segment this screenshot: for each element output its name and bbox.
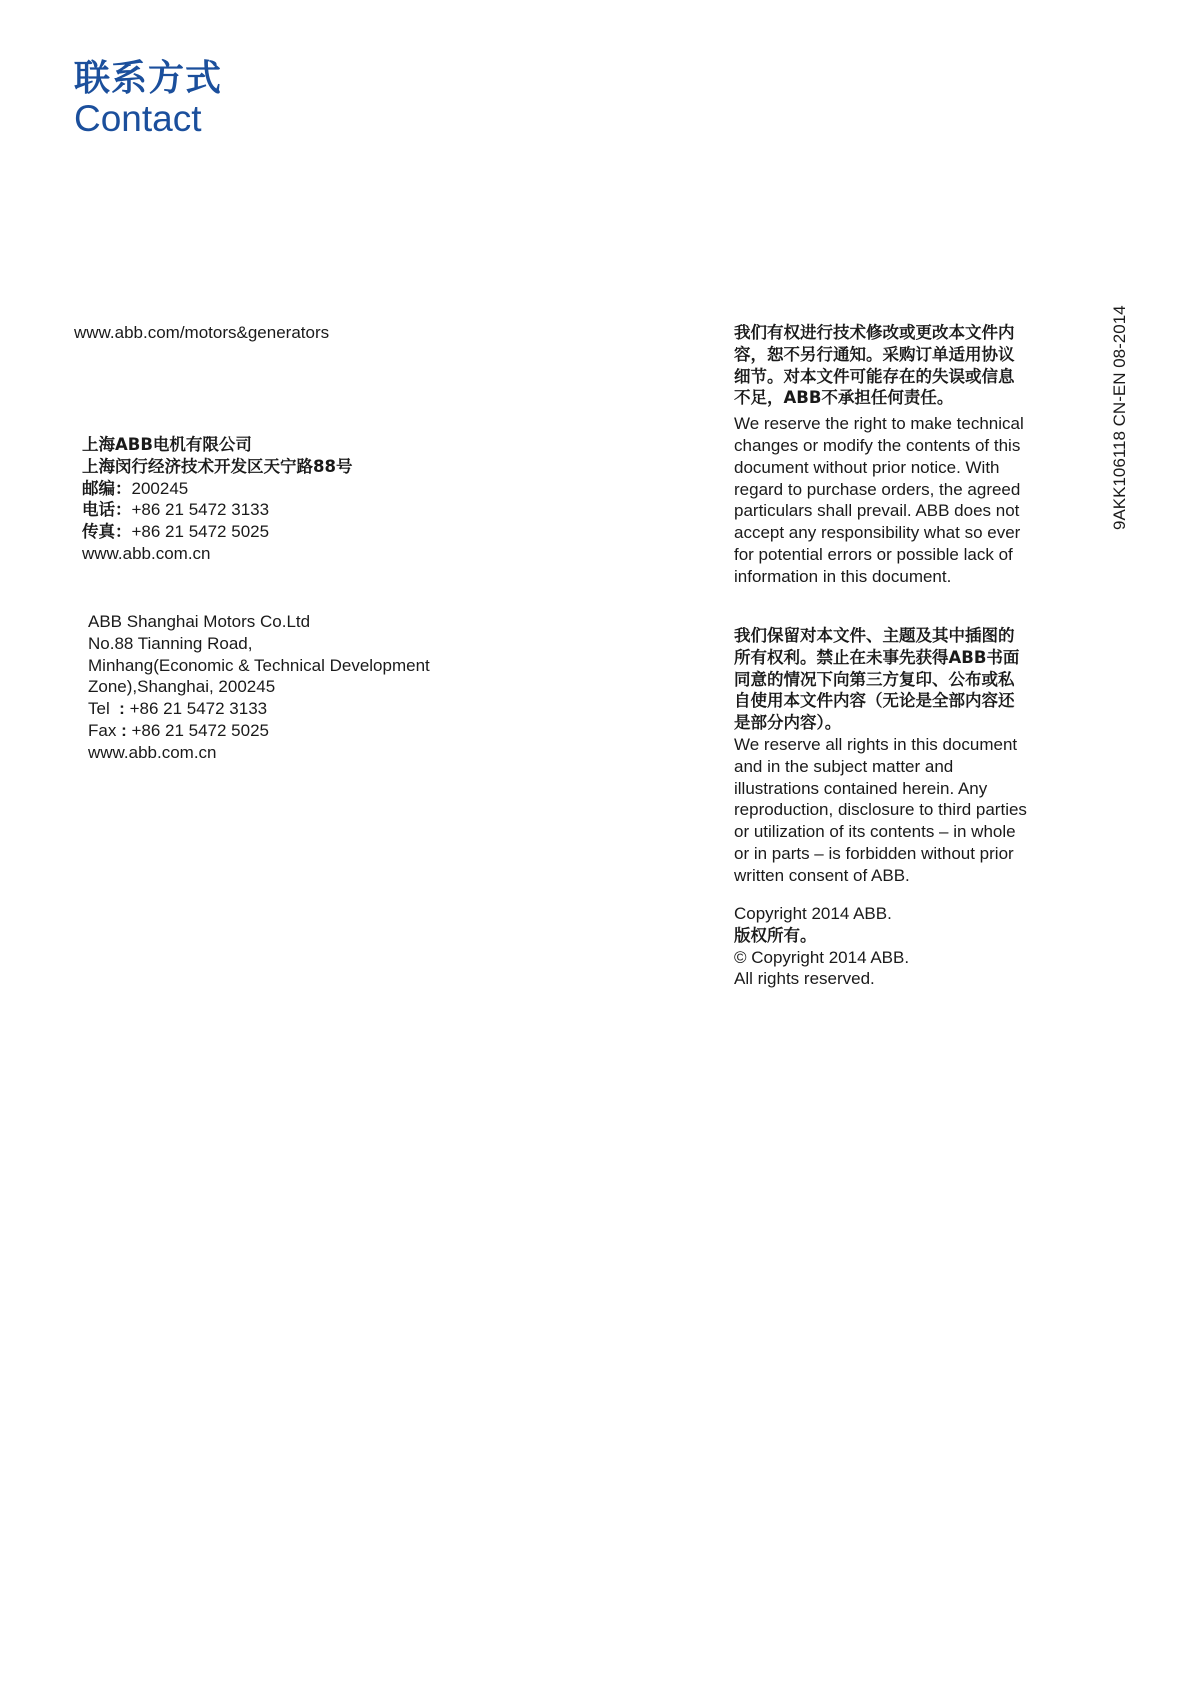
en-fax: +86 21 5472 5025 — [131, 720, 270, 740]
disclaimer-en-line: particulars shall prevail. ABB does not — [734, 501, 1020, 521]
disclaimer-cn-line: 容，恕不另行通知。采购订单适用协议 — [734, 344, 1015, 364]
cn-tel-line — [82, 499, 352, 521]
en-fax-line: Fax : +86 21 5472 5025 — [88, 720, 270, 740]
en-company: ABB Shanghai Motors Co.Ltd — [88, 612, 311, 631]
rights-cn-line: 所有权利。禁止在未事先获得ABB书面 — [734, 647, 1020, 667]
cn-postcode-label: 邮编： — [82, 478, 132, 498]
disclaimer-en-line: document without prior notice. With — [734, 457, 1000, 477]
rights-cn-line: 同意的情况下向第三方复印、公布或私 — [734, 669, 1015, 689]
cn-fax-line — [82, 521, 352, 543]
cn-fax: +86 21 5472 5025 — [131, 522, 270, 542]
page-title-en: Contact — [74, 98, 202, 139]
disclaimer-en-line: regard to purchase orders, the agreed — [734, 479, 1021, 499]
cn-postcode: 200245 — [131, 478, 189, 498]
rights-en-line: illustrations contained herein. Any — [734, 778, 988, 798]
en-district-1: Minhang(Economic & Technical Development — [88, 655, 430, 675]
disclaimer-en-line: changes or modify the contents of this — [734, 435, 1021, 455]
cn-fax-label: 传真： — [82, 522, 132, 542]
rights-reserved-line: All rights reserved. — [734, 969, 875, 989]
disclaimer-en-line: information in this document. — [734, 566, 952, 586]
en-district-2: Zone),Shanghai, 200245 — [88, 677, 276, 697]
disclaimer-cn-line: 不足，ABB不承担任何责任。 — [734, 388, 954, 408]
en-fax-label: Fax — [88, 720, 117, 740]
rights-en-line: reproduction, disclosure to third parties — [734, 800, 1027, 820]
cn-street: 上海闵行经济技术开发区天宁路88号 — [82, 456, 353, 476]
rights-en-line: or in parts – is forbidden without prior — [734, 843, 1014, 863]
copyright-cn-line: 版权所有。 — [734, 925, 817, 945]
en-street: No.88 Tianning Road, — [88, 633, 253, 653]
rights-en-line: We reserve all rights in this document — [734, 734, 1018, 754]
rights-cn-line: 自使用本文件内容（无论是全部内容还 — [734, 691, 1015, 711]
rights-en-line: or utilization of its contents – in whole — [734, 822, 1016, 842]
rights-block — [734, 625, 1074, 887]
cn-tel: +86 21 5472 3133 — [131, 500, 270, 520]
disclaimer-block — [734, 322, 1064, 588]
en-address — [88, 611, 430, 764]
website-link[interactable]: www.abb.com/motors&generators — [74, 323, 330, 342]
en-tel-line: Tel : +86 21 5472 3133 — [88, 699, 268, 719]
copyright-line: Copyright 2014 ABB. — [734, 904, 892, 923]
page-title-cn: 联系方式 — [74, 58, 223, 99]
en-tel-label: Tel — [88, 699, 110, 719]
disclaimer-cn-line: 细节。对本文件可能存在的失误或信息 — [734, 366, 1015, 386]
copyright-line: © Copyright 2014 ABB. — [734, 947, 910, 967]
rights-cn-line: 是部分内容）。 — [734, 713, 842, 733]
disclaimer-en-line: for potential errors or possible lack of — [734, 544, 1013, 564]
cn-tel-label: 电话： — [82, 500, 132, 520]
document-number: 9AKK106118 CN-EN 08-2014 — [1110, 305, 1129, 530]
cn-company: 上海ABB电机有限公司 — [82, 435, 252, 454]
rights-cn-line: 我们保留对本文件、主题及其中插图的 — [734, 626, 1015, 645]
disclaimer-cn-line: 我们有权进行技术修改或更改本文件内 — [734, 323, 1015, 342]
rights-en-line: and in the subject matter and — [734, 756, 954, 776]
en-tel: +86 21 5472 3133 — [129, 699, 268, 719]
disclaimer-en-line: accept any responsibility what so ever — [734, 523, 1021, 543]
cn-address — [82, 434, 352, 565]
disclaimer-en-line: We reserve the right to make technical — [734, 414, 1024, 434]
cn-web-link[interactable]: www.abb.com.cn — [82, 543, 211, 563]
en-web-link[interactable]: www.abb.com.cn — [88, 742, 217, 762]
cn-postcode-line — [82, 478, 352, 500]
rights-en-line: written consent of ABB. — [734, 865, 910, 885]
copyright-block — [734, 903, 1074, 990]
